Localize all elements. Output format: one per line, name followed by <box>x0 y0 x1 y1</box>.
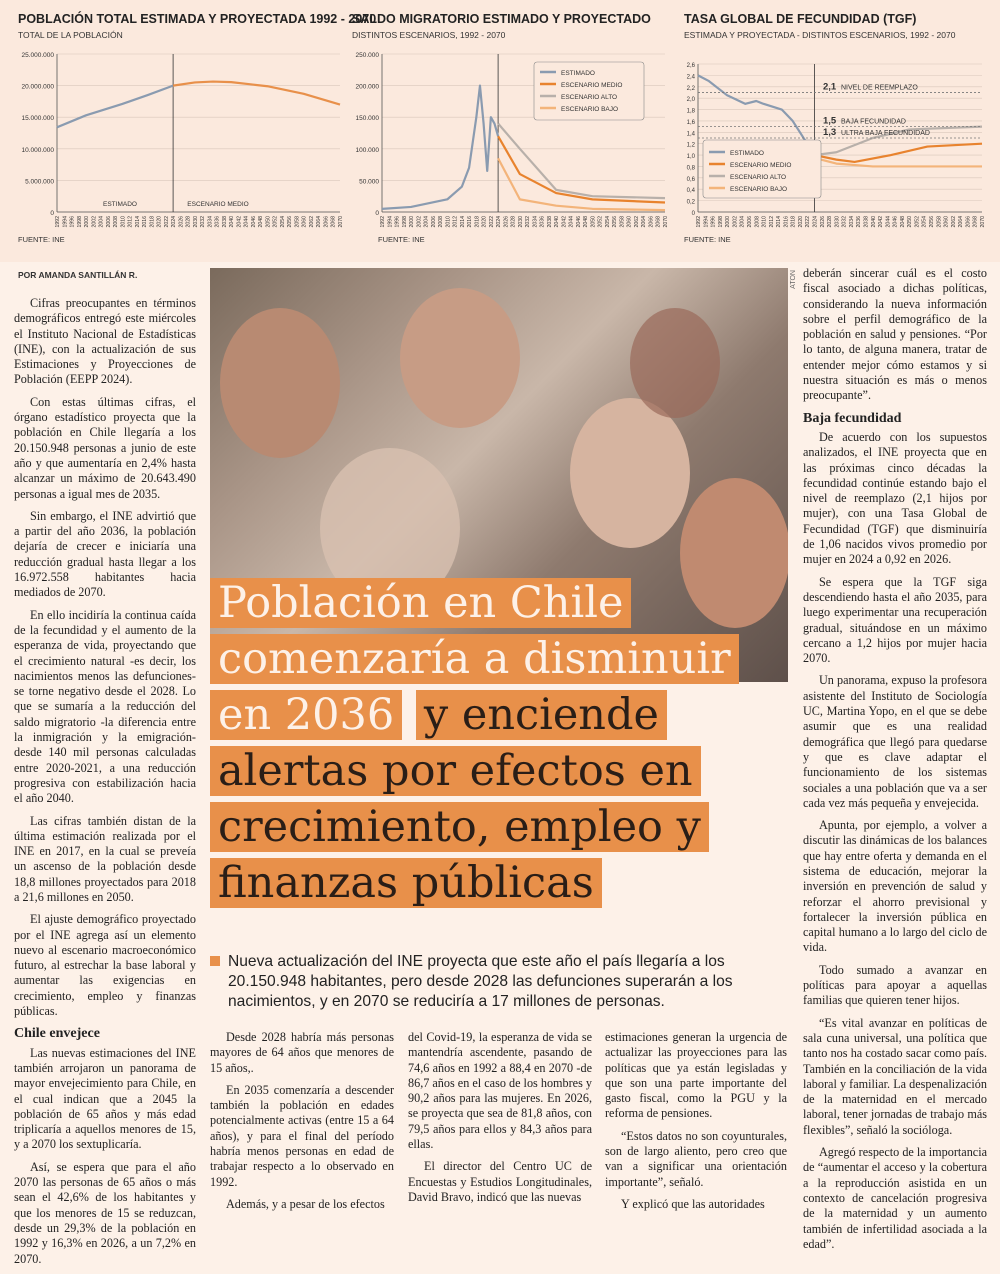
paragraph: Un panorama, expuso la profesora asistente del Instituto de Sociología UC, Martina Yopo, en el que se debe asumir que es una realidad demográfica que llegó para quedarse y que es clave adaptar el funcionamiento de los sistemas sociales a una población que va a ser cada vez más pequeña y envejecida. <box>803 673 987 810</box>
x-tick-label: 2060 <box>301 216 308 228</box>
x-tick-label: 2046 <box>575 216 582 228</box>
x-tick-label: 2032 <box>200 216 207 228</box>
x-tick-label: 2044 <box>243 216 250 228</box>
paragraph: Todo sumado a avanzar en políticas para apoyar a aquellas familias que quieren tener hijos. <box>803 962 987 1008</box>
x-tick-label: 2000 <box>409 216 416 228</box>
y-tick-label: 25.000.000 <box>21 52 54 59</box>
x-tick-label: 2048 <box>583 216 590 228</box>
x-tick-label: 2054 <box>279 216 286 228</box>
x-tick-label: 2024 <box>812 216 819 228</box>
x-tick-label: 2004 <box>739 216 746 228</box>
x-tick-label: 2018 <box>474 216 481 228</box>
x-tick-label: 2026 <box>178 216 185 228</box>
paragraph: Desde 2028 habría más personas mayores de 64 años que menores de 15 años,. <box>210 1030 394 1075</box>
x-tick-label: 2070 <box>663 216 669 228</box>
y-tick-label: 1,8 <box>686 108 695 115</box>
x-tick-label: 2010 <box>761 216 768 228</box>
reference-value: 1,3 <box>823 127 837 138</box>
x-tick-label: 2044 <box>885 216 892 228</box>
x-tick-label: 2054 <box>921 216 928 228</box>
y-tick-label: 200.000 <box>355 83 379 91</box>
x-tick-label: 2032 <box>841 216 848 228</box>
chart-fertility-source: FUENTE: INE <box>684 235 731 244</box>
x-tick-label: 2006 <box>105 216 112 228</box>
x-tick-label: 2002 <box>91 216 98 228</box>
label-escenario-medio: ESCENARIO MEDIO <box>187 201 249 208</box>
legend-label: ESTIMADO <box>561 70 595 77</box>
y-tick-label: 20.000.000 <box>21 83 54 91</box>
x-tick-label: 1994 <box>703 216 710 228</box>
x-tick-label: 2052 <box>272 216 279 228</box>
x-tick-label: 1998 <box>401 216 408 228</box>
x-tick-label: 2026 <box>503 216 510 228</box>
paragraph: deberán sincerar cuál es el costo fiscal asociado a dichas políticas, considerando la nueva información sobre el perfil demográfico de la población en salud y pensiones. “Por lo tanto, de alguna manera, tratar de entender mejor cómo estamos y si nuestra situación es más o menos preocupante”. <box>803 266 987 403</box>
article-column-5 <box>803 266 987 1259</box>
x-tick-label: 2016 <box>142 216 149 228</box>
headline-part-1: Población en Chile comenzaría a disminuir en 2036 <box>210 578 739 740</box>
lead-summary <box>210 952 770 1012</box>
y-tick-label: 0 <box>691 211 695 217</box>
reference-value: 2,1 <box>823 81 837 93</box>
paragraph: Y explicó que las autoridades <box>621 1196 765 1211</box>
section-heading-chile-envejece: Chile envejece <box>14 1026 100 1042</box>
x-tick-label: 2030 <box>834 216 841 228</box>
x-tick-label: 2046 <box>250 216 257 228</box>
chart-migration-title: SALDO MIGRATORIO ESTIMADO Y PROYECTADO <box>352 12 651 26</box>
paragraph: “Es vital avanzar en políticas de sala cuna universal, una política que tanto nos ha costado sacar como país. También en la conciliación de la vida laboral y familiar. La despenalización de la maternidad en el mercado laboral, tener jornadas de trabajo más flexibles”, señaló la socióloga. <box>803 1015 987 1137</box>
x-tick-label: 2062 <box>950 216 957 228</box>
x-tick-label: 2016 <box>467 216 474 228</box>
x-tick-label: 2024 <box>496 216 503 228</box>
label-estimado: ESTIMADO <box>103 201 137 208</box>
x-tick-label: 2060 <box>943 216 950 228</box>
chart-fertility-subtitle: ESTIMADA Y PROYECTADA - DISTINTOS ESCENARIOS, 1992 - 2070 <box>684 30 956 40</box>
paragraph: “Estos datos no son coyunturales, son de largo aliento, pero creo que van a significar una orientación importante”, señaló. <box>605 1128 787 1189</box>
x-tick-label: 2038 <box>221 216 228 228</box>
x-tick-label: 1996 <box>710 216 717 228</box>
y-tick-label: 0,2 <box>686 199 695 206</box>
x-tick-label: 2056 <box>929 216 936 228</box>
paragraph: del Covid-19, la esperanza de vida se mantendría ascendente, pasando de 74,6 años en 1992 a 88,4 en 2070 -de 86,7 años en el caso de los hombres y 90,2 años para las mujeres. En 2026, se proyecta que sea de 81,8 años, con 79,5 años para ellos y 84,3 años para ellas. <box>408 1030 592 1152</box>
x-tick-label: 2008 <box>754 216 761 228</box>
chart-population-subtitle: TOTAL DE LA POBLACIÓN <box>18 30 123 40</box>
series-line-1 <box>815 144 982 162</box>
x-tick-label: 2066 <box>323 216 330 228</box>
x-tick-label: 2060 <box>626 216 633 228</box>
x-tick-label: 2058 <box>294 216 301 228</box>
x-tick-label: 2030 <box>517 216 524 228</box>
x-tick-label: 1992 <box>55 216 61 228</box>
x-tick-label: 2066 <box>965 216 972 228</box>
y-tick-label: 1,2 <box>686 142 695 149</box>
x-tick-label: 2018 <box>149 216 156 228</box>
chart-population <box>0 40 345 240</box>
x-tick-label: 2022 <box>488 216 495 228</box>
x-tick-label: 2002 <box>732 216 739 228</box>
paragraph: Las cifras también distan de la última estimación realizada por el INE en 2017, en la cual se preveía un ascenso de la población desde 18,8 millones proyectados para 2018 a 21,6 millones en 2050. <box>14 813 196 904</box>
byline: POR AMANDA SANTILLÁN R. <box>18 270 138 280</box>
x-tick-label: 2026 <box>819 216 826 228</box>
paragraph: En 2035 comenzaría a descender también la población en edades potencialmente activas (entre 15 a 64 años), y para el final del período habría menos personas en edad de trabajar respecto a lo observado en 1992. <box>210 1082 394 1189</box>
series-line-1 <box>173 82 340 105</box>
paragraph: El ajuste demográfico proyectado por el INE agrega así un elemento nuevo al escenario macroeconómico futuro, al estrechar la base laboral y aumentar las exigencias en crecimiento, empleo y finanzas públicas. <box>14 912 196 1019</box>
x-tick-label: 2050 <box>590 216 597 228</box>
x-tick-label: 2014 <box>459 216 466 228</box>
x-tick-label: 2014 <box>134 216 141 228</box>
headline <box>210 575 770 911</box>
y-tick-label: 0,4 <box>686 188 695 195</box>
y-tick-label: 250.000 <box>355 52 379 59</box>
x-tick-label: 2070 <box>980 216 986 228</box>
y-tick-label: 10.000.000 <box>21 146 54 154</box>
legend-label: ESTIMADO <box>730 150 764 157</box>
paragraph: Agregó respecto de la importancia de “aumentar el acceso y la cobertura a la reproducción asistida en un contexto de cancelación progresiva de la maternidad y un aumento también de infertilidad asociada a la edad”. <box>803 1145 987 1251</box>
x-tick-label: 2036 <box>856 216 863 228</box>
article-column-1 <box>14 296 196 1274</box>
x-tick-label: 2044 <box>568 216 575 228</box>
x-tick-label: 2066 <box>648 216 655 228</box>
x-tick-label: 2064 <box>316 216 323 228</box>
x-tick-label: 1998 <box>76 216 83 228</box>
reference-label: NIVEL DE REEMPLAZO <box>841 84 918 92</box>
x-tick-label: 2012 <box>452 216 459 228</box>
paragraph: Así, se espera que para el año 2070 las personas de 65 años o más sean el 42,6% de los habitantes y que los menores de 15 se reduzcan, desde un 29,3% de la población en 1992 y 16,3% en 2026, a un 7,2% en 2070. <box>14 1159 196 1266</box>
x-tick-label: 2068 <box>330 216 337 228</box>
x-tick-label: 2020 <box>797 216 804 228</box>
legend-label: ESCENARIO BAJO <box>730 186 788 193</box>
x-tick-label: 2018 <box>790 216 797 228</box>
y-tick-label: 5.000.000 <box>25 178 54 186</box>
x-tick-label: 2012 <box>127 216 134 228</box>
x-tick-label: 2006 <box>746 216 753 228</box>
x-tick-label: 2048 <box>258 216 265 228</box>
x-tick-label: 2042 <box>878 216 885 228</box>
x-tick-label: 2008 <box>438 216 445 228</box>
x-tick-label: 1992 <box>696 216 702 228</box>
x-tick-label: 2020 <box>156 216 163 228</box>
y-tick-label: 0 <box>375 210 379 217</box>
x-tick-label: 2034 <box>207 216 214 228</box>
x-tick-label: 2016 <box>783 216 790 228</box>
x-tick-label: 1996 <box>69 216 76 228</box>
x-tick-label: 2022 <box>163 216 170 228</box>
y-tick-label: 100.000 <box>355 146 379 154</box>
x-tick-label: 2064 <box>958 216 965 228</box>
y-tick-label: 2,2 <box>686 85 695 92</box>
paragraph: Con estas últimas cifras, el órgano estadístico proyecta que la población en Chile llegaría a los 20.150.948 personas a junio de este año y que aumentaría en 2,4% hasta alcanzar un máximo de 20.643.490 personas a igual mes de 2035. <box>14 394 196 501</box>
x-tick-label: 2028 <box>510 216 517 228</box>
x-tick-label: 2050 <box>265 216 272 228</box>
x-tick-label: 2068 <box>655 216 662 228</box>
paragraph: Apunta, por ejemplo, a volver a discutir las dinámicas de los balances que hay entre oferta y demanda en el sistema de educación, mejorar la inversión en prevención de salud y reforzar el ahorro previsional y fortalecer la inversión pública en capital humano a lo largo del ciclo de vida. <box>803 818 987 955</box>
x-tick-label: 2048 <box>899 216 906 228</box>
x-tick-label: 2062 <box>308 216 315 228</box>
article-column-3 <box>408 1030 592 1212</box>
x-tick-label: 2034 <box>532 216 539 228</box>
series-line-2 <box>498 124 665 199</box>
x-tick-label: 2028 <box>185 216 192 228</box>
x-tick-label: 2062 <box>633 216 640 228</box>
y-tick-label: 2,0 <box>686 97 695 104</box>
paragraph: estimaciones generan la urgencia de actualizar las proyecciones para las políticas que ya están legisladas y que son una parte importante del gasto fiscal, como la PGU y la reforma de pensiones. <box>605 1030 787 1121</box>
x-tick-label: 2032 <box>525 216 532 228</box>
x-tick-label: 2040 <box>229 216 236 228</box>
charts-band <box>0 0 1000 262</box>
series-line-1 <box>498 136 665 202</box>
article-column-4 <box>605 1030 787 1219</box>
paragraph: Las nuevas estimaciones del INE también arrojaron un panorama de mayor envejecimiento para Chile, en el cual indican que a 2045 la población de 65 años y más edad triplicaría a aquellos menores de 15, y a 2070 los sextuplicaría. <box>14 1045 196 1152</box>
chart-population-title: POBLACIÓN TOTAL ESTIMADA Y PROYECTADA 1992 - 2070 <box>18 12 377 26</box>
headline-part-2: y enciende alertas por efectos en crecimiento, empleo y finanzas públicas <box>210 690 709 908</box>
y-tick-label: 0,8 <box>686 165 695 172</box>
x-tick-label: 2052 <box>914 216 921 228</box>
legend-label: ESCENARIO MEDIO <box>730 162 792 169</box>
chart-migration <box>340 40 670 240</box>
chart-migration-source: FUENTE: INE <box>378 235 425 244</box>
reference-label: BAJA FECUNDIDAD <box>841 118 906 126</box>
x-tick-label: 2042 <box>236 216 243 228</box>
chart-migration-subtitle: DISTINTOS ESCENARIOS, 1992 - 2070 <box>352 30 506 40</box>
paragraph: Sin embargo, el INE advirtió que a partir del año 2036, la población dejaría de crecer e iniciaría una reducción gradual hasta llegar a los 16.972.558 habitantes hacia mediados de 2070. <box>14 508 196 600</box>
x-tick-label: 2056 <box>287 216 294 228</box>
paragraph: En ello incidiría la continua caída de la fecundidad y el aumento de la esperanza de vida, proyectando que el crecimiento natural -es decir, los nacimientos menos las defunciones- se torne negativo desde el 2028. Lo que se sumaría a la reducción del saldo migratorio -la diferencia entre la inmigración y la emigración- desde 140 mil personas calculadas entre 2020-2021, a una reducción progresiva con estabilización hacia el año 2040. <box>14 607 196 806</box>
x-tick-label: 1998 <box>717 216 724 228</box>
reference-value: 1,5 <box>823 115 837 127</box>
x-tick-label: 2010 <box>445 216 452 228</box>
x-tick-label: 1994 <box>387 216 394 228</box>
y-tick-label: 1,0 <box>686 154 695 161</box>
y-tick-label: 50.000 <box>359 178 379 186</box>
x-tick-label: 2034 <box>848 216 855 228</box>
x-tick-label: 2038 <box>863 216 870 228</box>
x-tick-label: 2068 <box>972 216 979 228</box>
chart-fertility-title: TASA GLOBAL DE FECUNDIDAD (TGF) <box>684 12 917 26</box>
y-tick-label: 0,6 <box>686 176 695 183</box>
x-tick-label: 2022 <box>805 216 812 228</box>
x-tick-label: 2040 <box>554 216 561 228</box>
x-tick-label: 2000 <box>725 216 732 228</box>
x-tick-label: 2024 <box>171 216 178 228</box>
x-tick-label: 2038 <box>546 216 553 228</box>
x-tick-label: 2064 <box>641 216 648 228</box>
x-tick-label: 2040 <box>870 216 877 228</box>
x-tick-label: 1994 <box>62 216 69 228</box>
chart-population-source: FUENTE: INE <box>18 235 65 244</box>
x-tick-label: 2036 <box>214 216 221 228</box>
x-tick-label: 2028 <box>827 216 834 228</box>
x-tick-label: 2058 <box>619 216 626 228</box>
bullet-square-icon <box>210 956 220 966</box>
x-tick-label: 2054 <box>604 216 611 228</box>
lead-text: Nueva actualización del INE proyecta que este año el país llegaría a los 20.150.948 habitantes, pero desde 2028 las defunciones superarán a los nacimientos, y en 2070 se reduciría a 17 millones de personas. <box>228 953 733 1010</box>
y-tick-label: 15.000.000 <box>21 115 54 123</box>
x-tick-label: 2002 <box>416 216 423 228</box>
x-tick-label: 2000 <box>84 216 91 228</box>
y-tick-label: 0 <box>50 210 54 217</box>
x-tick-label: 2056 <box>612 216 619 228</box>
x-tick-label: 2012 <box>768 216 775 228</box>
legend-label: ESCENARIO ALTO <box>730 174 787 181</box>
reference-label: ULTRA BAJA FECUNDIDAD <box>841 130 930 137</box>
paragraph: Además, y a pesar de los efectos <box>226 1196 385 1211</box>
x-tick-label: 2004 <box>98 216 105 228</box>
y-tick-label: 1,4 <box>686 131 695 138</box>
x-tick-label: 2008 <box>113 216 120 228</box>
x-tick-label: 2006 <box>430 216 437 228</box>
y-tick-label: 150.000 <box>355 115 379 123</box>
chart-fertility <box>670 40 1000 240</box>
x-tick-label: 2070 <box>338 216 344 228</box>
photo-credit: ATON <box>790 270 797 289</box>
x-tick-label: 2004 <box>423 216 430 228</box>
paragraph: Se espera que la TGF siga descendiendo hasta el año 2035, para luego experimentar una recuperación gradual, situándose en un máximo cercano a 1,2 hijos por mujer hacia 2070. <box>803 574 987 666</box>
x-tick-label: 2036 <box>539 216 546 228</box>
x-tick-label: 2014 <box>776 216 783 228</box>
legend-label: ESCENARIO MEDIO <box>561 82 623 89</box>
paragraph: El director del Centro UC de Encuestas y Estudios Longitudinales, David Bravo, indicó que las nuevas <box>408 1159 592 1204</box>
legend-label: ESCENARIO ALTO <box>561 94 618 101</box>
article-column-2 <box>210 1030 394 1219</box>
x-tick-label: 2010 <box>120 216 127 228</box>
y-tick-label: 1,6 <box>686 119 695 126</box>
x-tick-label: 2052 <box>597 216 604 228</box>
section-heading-baja-fecundidad: Baja fecundidad <box>803 410 902 426</box>
paragraph: Cifras preocupantes en términos demográficos entregó este miércoles el Instituto Nacional de Estadísticas (INE), con la actualización de sus Estimaciones y Proyecciones de Población (EEPP 2024). <box>14 296 196 387</box>
series-line-0 <box>382 86 498 209</box>
paragraph: De acuerdo con los supuestos analizados, el INE proyecta que en las próximas cinco décadas la fecundidad continúe estando bajo el nivel de reemplazo (2,1 hijos por mujer), con una Tasa Global de Fecundidad (TGF) que disminuiría de 1,06 nacidos vivos promedio por mujer en 2024 a 0,92 en 2026. <box>803 429 987 567</box>
x-tick-label: 2058 <box>936 216 943 228</box>
x-tick-label: 1992 <box>380 216 386 228</box>
series-line-0 <box>57 86 173 128</box>
x-tick-label: 2020 <box>481 216 488 228</box>
x-tick-label: 2042 <box>561 216 568 228</box>
x-tick-label: 2030 <box>192 216 199 228</box>
legend-label: ESCENARIO BAJO <box>561 106 619 113</box>
y-tick-label: 2,6 <box>686 63 695 69</box>
x-tick-label: 2050 <box>907 216 914 228</box>
x-tick-label: 1996 <box>394 216 401 228</box>
y-tick-label: 2,4 <box>686 74 695 81</box>
x-tick-label: 2046 <box>892 216 899 228</box>
